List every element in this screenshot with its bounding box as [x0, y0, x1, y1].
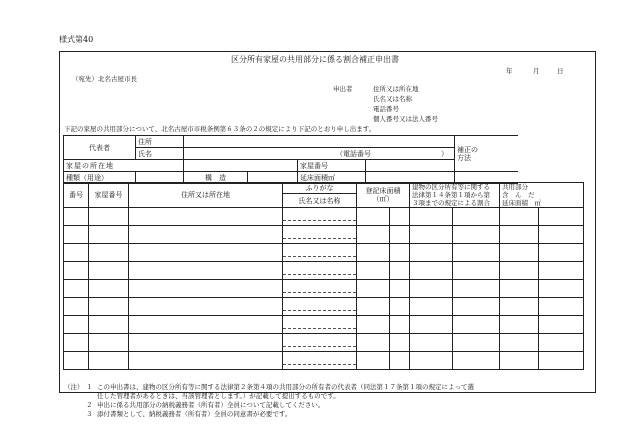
applicant-id-number: 個人番号又は法人番号: [373, 115, 438, 123]
row-number-cell[interactable]: [64, 298, 89, 316]
floor-area-label: 延床面積㎡: [298, 172, 366, 184]
row-reg-area-int-cell[interactable]: [357, 262, 390, 280]
row-number-cell[interactable]: [64, 316, 89, 334]
row-name-cell[interactable]: [283, 262, 357, 280]
row-name-cell[interactable]: [283, 244, 357, 262]
row-house-no-cell[interactable]: [89, 244, 129, 262]
row-reg-area-dec-cell[interactable]: [390, 298, 410, 316]
col-reg-area-line2: （㎡）: [372, 195, 394, 203]
applicant-name: 氏名又は名称: [373, 95, 412, 103]
row-house-no-cell[interactable]: [89, 208, 129, 226]
row-name-cell[interactable]: [283, 316, 357, 334]
row-address-cell[interactable]: [129, 316, 283, 334]
row-reg-area-int-cell[interactable]: [357, 208, 390, 226]
row-furigana-line: [283, 357, 356, 365]
date-year: 年: [506, 67, 513, 75]
rep-phone[interactable]: （電話番号 ）: [184, 148, 455, 160]
addressee: （宛先）北名古屋市長: [72, 75, 137, 83]
row-name-cell[interactable]: [283, 352, 357, 370]
row-house-no-cell[interactable]: [89, 352, 129, 370]
row-number-cell[interactable]: [64, 262, 89, 280]
row-furigana-line: [283, 303, 356, 311]
col-reg-area-line1: 登記床面積: [365, 187, 401, 195]
row-common-dec-cell[interactable]: [539, 262, 584, 280]
row-common-int-cell[interactable]: [500, 208, 539, 226]
col-address-header: 住所又は所在地: [129, 183, 283, 208]
row-furigana-line: [283, 321, 356, 329]
col-common-line2: 含 ん だ: [502, 191, 535, 199]
row-common-int-cell[interactable]: [500, 334, 539, 352]
row-common-int-cell[interactable]: [500, 262, 539, 280]
col-common-header: [500, 183, 584, 208]
row-furigana-line: [283, 339, 356, 347]
row-address-cell[interactable]: [129, 262, 283, 280]
row-address-cell[interactable]: [129, 280, 283, 298]
col-name-header: 氏名又は名称: [283, 194, 357, 208]
col-ratio-line3: ３項までの規定による割合: [412, 199, 490, 207]
col-common-line1: 共用部分: [502, 183, 528, 191]
row-ratio-den-cell[interactable]: [453, 208, 500, 226]
row-common-dec-cell[interactable]: [539, 244, 584, 262]
row-common-int-cell[interactable]: [500, 316, 539, 334]
form-title: 区分所有家屋の共用部分に係る割合補正申出書: [231, 55, 399, 64]
row-reg-area-int-cell[interactable]: [357, 226, 390, 244]
row-common-int-cell[interactable]: [500, 244, 539, 262]
row-number-cell[interactable]: [64, 334, 89, 352]
note-1-number: １: [86, 383, 93, 391]
row-name-cell[interactable]: [283, 226, 357, 244]
row-number-cell[interactable]: [64, 352, 89, 370]
date-month: 月: [533, 67, 540, 75]
row-common-dec-cell[interactable]: [539, 334, 584, 352]
applicant-address: 住所又は所在地: [373, 85, 419, 93]
row-furigana-line: [283, 267, 356, 275]
row-furigana-line: [283, 231, 356, 239]
owner-row: [64, 334, 584, 352]
row-house-no-cell[interactable]: [89, 334, 129, 352]
row-ratio-den-cell[interactable]: [453, 298, 500, 316]
row-address-cell[interactable]: [129, 244, 283, 262]
row-reg-area-int-cell[interactable]: [357, 298, 390, 316]
correction-method-line1: 補正の: [457, 145, 478, 154]
row-ratio-num-cell[interactable]: [410, 316, 453, 334]
row-reg-area-dec-cell[interactable]: [390, 262, 410, 280]
form-id: 様式第40: [59, 35, 94, 44]
row-furigana-line: [283, 285, 356, 293]
correction-method-label: [455, 136, 518, 172]
row-reg-area-dec-cell[interactable]: [390, 280, 410, 298]
row-ratio-num-cell[interactable]: [410, 262, 453, 280]
row-number-cell[interactable]: [64, 208, 89, 226]
row-address-cell[interactable]: [129, 352, 283, 370]
building-location-label: 家屋の所在地: [64, 160, 184, 172]
structure-label: 構 造: [184, 172, 248, 184]
row-reg-area-int-cell[interactable]: [357, 280, 390, 298]
row-ratio-num-cell[interactable]: [410, 280, 453, 298]
row-common-int-cell[interactable]: [500, 226, 539, 244]
note-1-line2: 任した管理者があるときは、当該管理者とします。）が記載して提出するものです。: [97, 392, 340, 400]
row-house-no-cell[interactable]: [89, 226, 129, 244]
row-number-cell[interactable]: [64, 280, 89, 298]
row-ratio-num-cell[interactable]: [410, 352, 453, 370]
house-number-value[interactable]: [366, 160, 455, 172]
note-3: 添付書類として、納税義務者（所有者）全員の同意書が必要です。: [97, 410, 292, 418]
row-reg-area-dec-cell[interactable]: [390, 352, 410, 370]
property-info-table: [63, 135, 518, 184]
rep-name-label: 氏名: [136, 148, 184, 160]
row-ratio-num-cell[interactable]: [410, 298, 453, 316]
col-reg-area-header: [357, 183, 410, 208]
row-common-dec-cell[interactable]: [539, 316, 584, 334]
col-common-line3: 延床面積 ㎡: [502, 199, 541, 207]
row-common-dec-cell[interactable]: [539, 226, 584, 244]
rep-address-label: 住所: [136, 136, 184, 148]
date-day: 日: [557, 67, 564, 75]
row-reg-area-dec-cell[interactable]: [390, 334, 410, 352]
row-reg-area-int-cell[interactable]: [357, 334, 390, 352]
row-house-no-cell[interactable]: [89, 262, 129, 280]
row-reg-area-int-cell[interactable]: [357, 316, 390, 334]
note-3-number: ３: [86, 410, 93, 418]
row-house-no-cell[interactable]: [89, 316, 129, 334]
applicant-phone: 電話番号: [373, 105, 399, 113]
owner-row: [64, 316, 584, 334]
owner-row: [64, 226, 584, 244]
row-name-cell[interactable]: [283, 280, 357, 298]
row-reg-area-dec-cell[interactable]: [390, 208, 410, 226]
correction-method-line2: 方法: [457, 153, 471, 162]
notes-label: （注）: [64, 383, 84, 391]
representative-label: 代表者: [64, 136, 136, 160]
row-reg-area-int-cell[interactable]: [357, 352, 390, 370]
row-name-cell[interactable]: [283, 208, 357, 226]
row-number-cell[interactable]: [64, 244, 89, 262]
col-house-no-header: 家屋番号: [89, 183, 129, 208]
col-ratio-line1: 建物の区分所有等に関する: [412, 183, 490, 191]
intro-text: 下記の家屋の共用部分について、北名古屋市市税条例第６３条の２の規定により下記のとおり申し出ます。: [64, 125, 376, 133]
row-ratio-den-cell[interactable]: [453, 226, 500, 244]
row-house-no-cell[interactable]: [89, 298, 129, 316]
row-ratio-den-cell[interactable]: [453, 262, 500, 280]
row-ratio-den-cell[interactable]: [453, 316, 500, 334]
row-common-dec-cell[interactable]: [539, 298, 584, 316]
col-ratio-line2: 法律第１４条第１項から第: [412, 191, 490, 199]
row-reg-area-dec-cell[interactable]: [390, 244, 410, 262]
row-ratio-den-cell[interactable]: [453, 334, 500, 352]
row-reg-area-dec-cell[interactable]: [390, 226, 410, 244]
row-common-dec-cell[interactable]: [539, 352, 584, 370]
row-common-int-cell[interactable]: [500, 352, 539, 370]
owner-row: [64, 280, 584, 298]
house-number-label: 家屋番号: [298, 160, 366, 172]
row-ratio-num-cell[interactable]: [410, 208, 453, 226]
row-reg-area-dec-cell[interactable]: [390, 316, 410, 334]
note-2: 申出に係る共用部分の納税義務者（所有者）全員について記載してください。: [97, 401, 325, 409]
row-ratio-den-cell[interactable]: [453, 280, 500, 298]
row-furigana-line: [283, 213, 356, 221]
row-furigana-line: [283, 249, 356, 257]
row-address-cell[interactable]: [129, 226, 283, 244]
row-address-cell[interactable]: [129, 208, 283, 226]
row-common-dec-cell[interactable]: [539, 280, 584, 298]
owner-row: [64, 352, 584, 370]
row-house-no-cell[interactable]: [89, 280, 129, 298]
row-common-dec-cell[interactable]: [539, 208, 584, 226]
row-address-cell[interactable]: [129, 334, 283, 352]
rep-address-value[interactable]: [184, 136, 455, 148]
row-name-cell[interactable]: [283, 298, 357, 316]
col-no-header: 番号: [64, 183, 89, 208]
row-ratio-den-cell[interactable]: [453, 244, 500, 262]
note-1-line1: この申出書は、建物の区分所有等に関する法律第２条第４項の共用部分の所有者の代表者（同法第１７条第１項の規定によって選: [97, 383, 474, 391]
col-furigana-header: ふりがな: [283, 183, 357, 194]
row-reg-area-int-cell[interactable]: [357, 244, 390, 262]
row-ratio-den-cell[interactable]: [453, 352, 500, 370]
applicant-label: 申出者: [333, 85, 353, 93]
row-ratio-num-cell[interactable]: [410, 226, 453, 244]
owner-row: [64, 298, 584, 316]
row-common-int-cell[interactable]: [500, 298, 539, 316]
row-name-cell[interactable]: [283, 334, 357, 352]
row-address-cell[interactable]: [129, 298, 283, 316]
row-number-cell[interactable]: [64, 226, 89, 244]
usage-label: 種類（用途）: [64, 172, 136, 184]
owner-row: [64, 208, 584, 226]
owners-table: [63, 182, 584, 370]
building-location-value[interactable]: [184, 160, 298, 172]
row-ratio-num-cell[interactable]: [410, 334, 453, 352]
owner-row: [64, 262, 584, 280]
col-ratio-header: [410, 183, 500, 208]
row-common-int-cell[interactable]: [500, 280, 539, 298]
note-2-number: ２: [86, 401, 93, 409]
row-ratio-num-cell[interactable]: [410, 244, 453, 262]
owner-row: [64, 244, 584, 262]
